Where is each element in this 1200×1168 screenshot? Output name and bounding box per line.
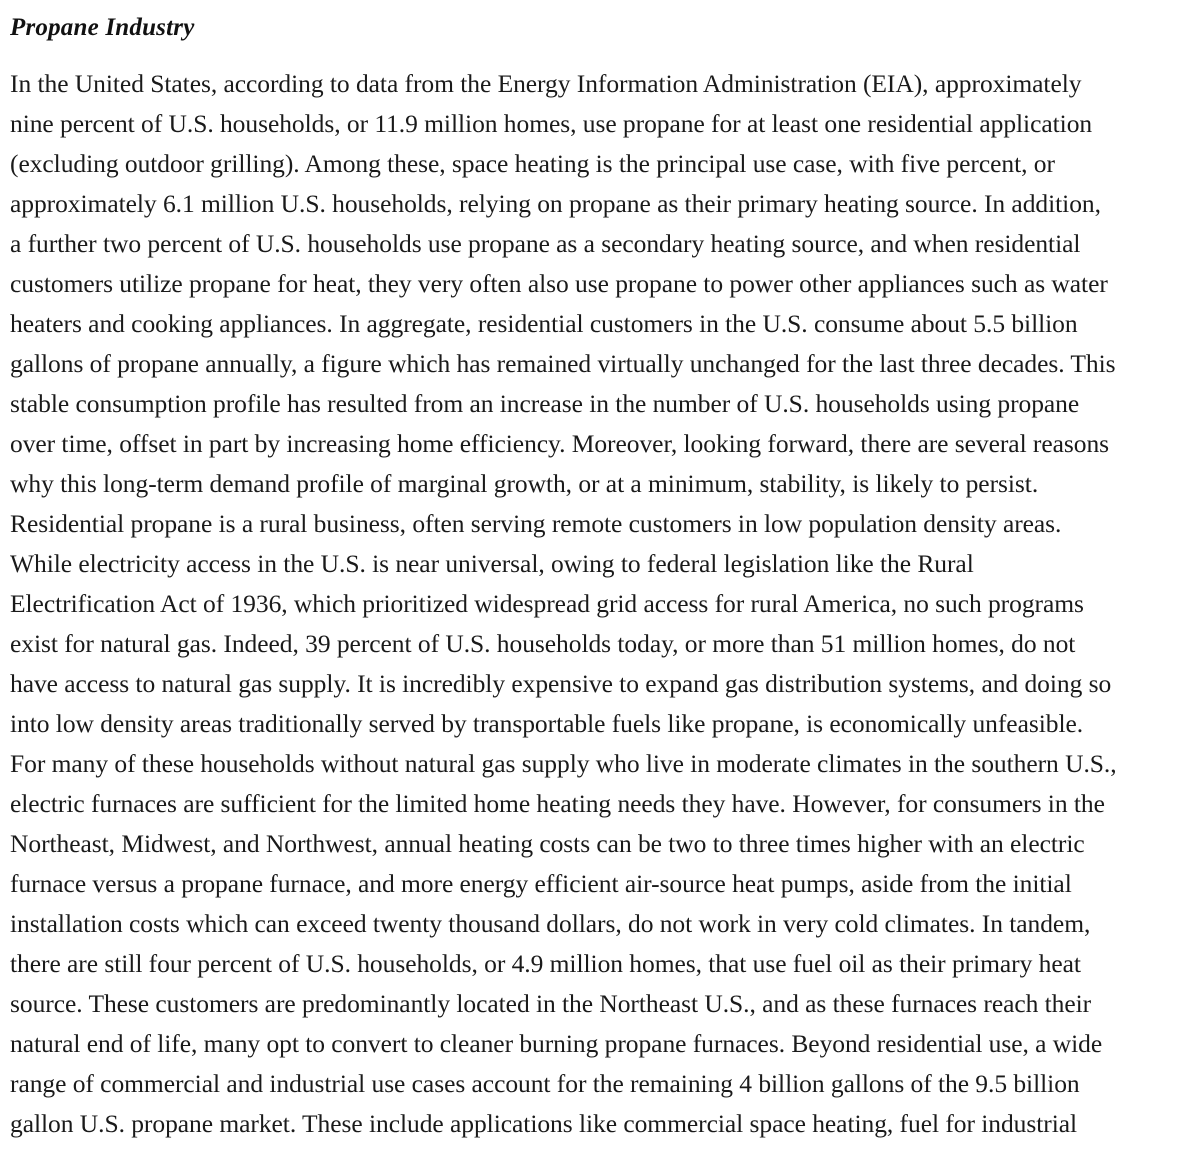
paragraph-line: (excluding outdoor grilling). Among these, space heating is the principal use case, with five percent, or: [10, 149, 1055, 178]
paragraph-line: approximately 6.1 million U.S. households, relying on propane as their primary heating source. In addition,: [10, 189, 1101, 218]
paragraph-line: installation costs which can exceed twenty thousand dollars, do not work in very cold climates. In tandem,: [10, 909, 1091, 938]
paragraph-line: gallon U.S. propane market. These include applications like commercial space heating, fuel for industrial: [10, 1109, 1078, 1138]
paragraph-line: exist for natural gas. Indeed, 39 percent of U.S. households today, or more than 51 million homes, do not: [10, 629, 1076, 658]
paragraph-line: a further two percent of U.S. households use propane as a secondary heating source, and when residential: [10, 229, 1081, 258]
paragraph-line: In the United States, according to data from the Energy Information Administration (EIA), approximately: [10, 69, 1082, 98]
paragraph-line: For many of these households without natural gas supply who live in moderate climates in the southern U.S.,: [10, 749, 1117, 778]
paragraph-line: customers utilize propane for heat, they very often also use propane to power other appliances such as water: [10, 269, 1108, 298]
page-title: Propane Industry: [10, 14, 195, 41]
paragraph-line: electric furnaces are sufficient for the limited home heating needs they have. However, for consumers in the: [10, 789, 1105, 818]
paragraph-line: stable consumption profile has resulted from an increase in the number of U.S. households using propane: [10, 389, 1080, 418]
paragraph-line: furnace versus a propane furnace, and more energy efficient air-source heat pumps, aside from the initial: [10, 869, 1072, 898]
paragraph-line: there are still four percent of U.S. households, or 4.9 million homes, that use fuel oil as their primary heat: [10, 949, 1081, 978]
paragraph-line: gallons of propane annually, a figure which has remained virtually unchanged for the last three decades. This: [10, 349, 1116, 378]
paragraph-line: While electricity access in the U.S. is near universal, owing to federal legislation like the Rural: [10, 549, 974, 578]
paragraph-line: heaters and cooking appliances. In aggregate, residential customers in the U.S. consume about 5.5 billion: [10, 309, 1078, 338]
paragraph-line: source. These customers are predominantly located in the Northeast U.S., and as these furnaces reach their: [10, 989, 1092, 1018]
paragraph-line: Electrification Act of 1936, which prioritized widespread grid access for rural America, no such programs: [10, 589, 1084, 618]
body-paragraph: [10, 64, 1190, 1144]
paragraph-line: nine percent of U.S. households, or 11.9 million homes, use propane for at least one residential application: [10, 109, 1093, 138]
paragraph-line: into low density areas traditionally served by transportable fuels like propane, is economically unfeasible.: [10, 709, 1084, 738]
paragraph-line: have access to natural gas supply. It is incredibly expensive to expand gas distribution systems, and doing so: [10, 669, 1112, 698]
paragraph-line: over time, offset in part by increasing home efficiency. Moreover, looking forward, there are several reasons: [10, 429, 1110, 458]
paragraph-line: Northeast, Midwest, and Northwest, annual heating costs can be two to three times higher with an electric: [10, 829, 1085, 858]
paragraph-line: why this long-term demand profile of marginal growth, or at a minimum, stability, is likely to persist.: [10, 469, 1039, 498]
paragraph-line: Residential propane is a rural business, often serving remote customers in low population density areas.: [10, 509, 1062, 538]
paragraph-line: natural end of life, many opt to convert to cleaner burning propane furnaces. Beyond residential use, a wide: [10, 1029, 1103, 1058]
paragraph-line: range of commercial and industrial use cases account for the remaining 4 billion gallons of the 9.5 billion: [10, 1069, 1080, 1098]
